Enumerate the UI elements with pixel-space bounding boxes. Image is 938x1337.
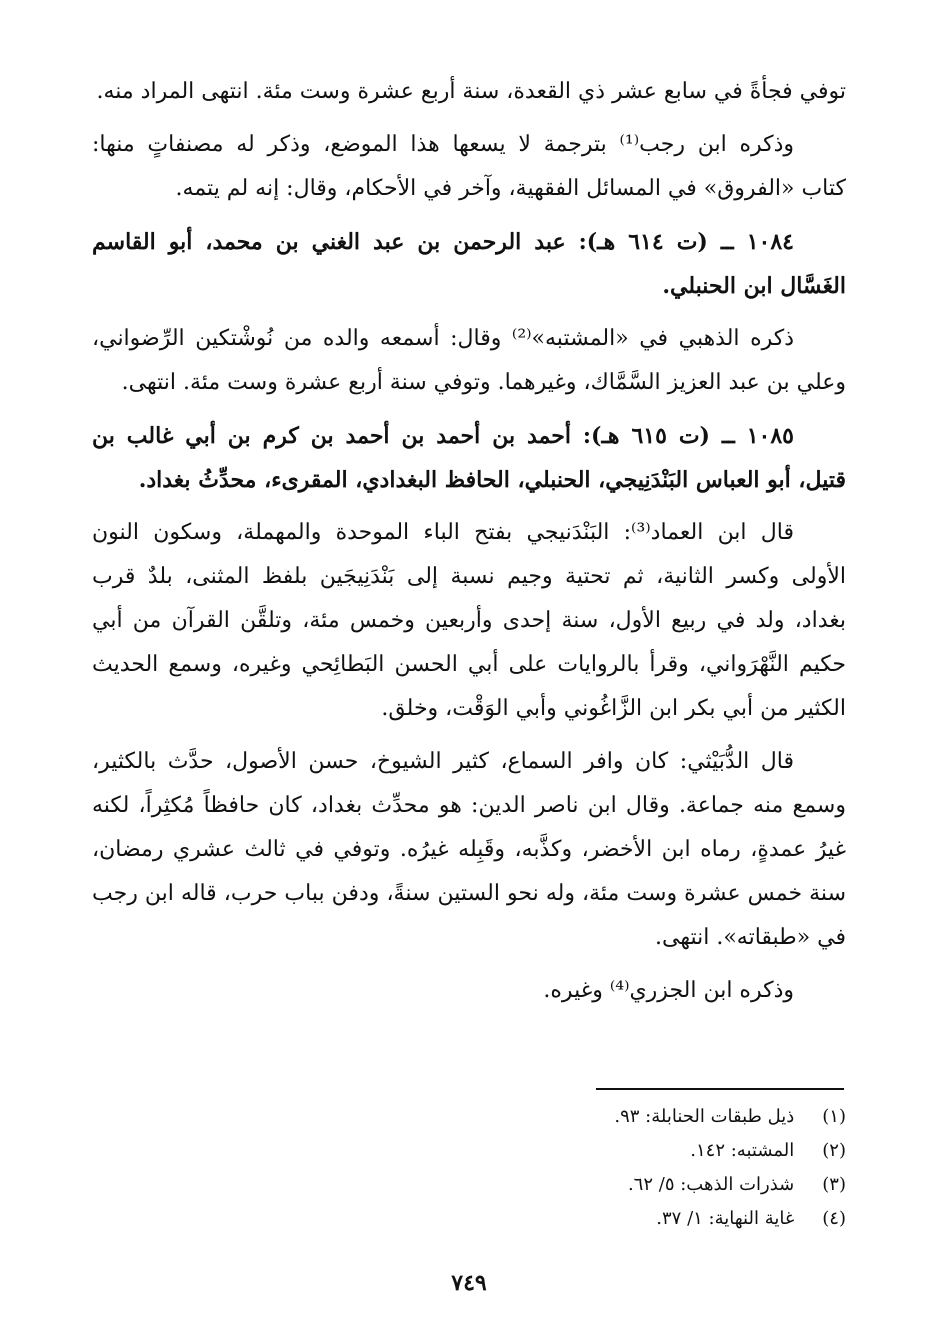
text-line: كتاب «الفروق» في المسائل الفقهية، وآخر في الأحكام، وقال: إنه لم يتمه.	[175, 176, 846, 201]
text-line: قال الدُّبَيْثي: كان وافر السماع، كثير الشيوخ، حسن الأصول، حدَّث بالكثير،	[92, 749, 794, 774]
footnote-text: غاية النهاية: ١/ ٣٧.	[656, 1208, 795, 1229]
paragraph-dubaythi	[92, 740, 846, 960]
paragraph-ibn-al-jazari	[92, 969, 846, 1013]
text-line: توفي فجأةً في سابع عشر ذي القعدة، سنة أربع عشرة وست مئة. انتهى المراد منه.	[96, 79, 846, 104]
footnotes	[380, 1100, 846, 1236]
text-line: بغداد، ولد في ربيع الأول، سنة إحدى وأربعين وخمس مئة، وتلقَّن القرآن من أبي	[92, 608, 846, 633]
text-line: الغَسَّال ابن الحنبلي.	[662, 273, 846, 299]
footnote-item	[380, 1168, 846, 1202]
paragraph-ibn-rajab	[92, 123, 846, 211]
footnote-text: شذرات الذهب: ٥/ ٦٢.	[627, 1174, 795, 1195]
main-text	[92, 70, 846, 1022]
text-line: حكيم النَّهْرَواني، وقرأ بالروايات على أبي الحسن البَطائِحي وغيره، وسمع الحديث	[92, 652, 846, 677]
footnote-item	[380, 1202, 846, 1236]
footnote-number: (٤)	[822, 1208, 846, 1229]
text-line: الأولى وكسر الثانية، ثم تحتية وجيم نسبة إلى بَنْدَنِيجَين بلفظ المثنى، بلدٌ قرب	[92, 564, 846, 589]
paragraph-dhahabi	[92, 317, 846, 405]
footnote-number: (٢)	[822, 1140, 846, 1161]
text-line: غيرُ عمدةٍ، رماه ابن الأخضر، وكذَّبه، وقَبِله غيرُه. وتوفي في ثالث عشري رمضان،	[92, 837, 846, 862]
text-line: وذكره ابن الجزري⁽⁴⁾ وغيره.	[543, 978, 794, 1003]
page-number: ٧٤٩	[451, 1270, 487, 1296]
text-line: في «طبقاته». انتهى.	[655, 925, 846, 950]
text-line: ١٠٨٥ ــ (ت ٦١٥ هـ): أحمد بن أحمد بن أحمد بن كرم بن أبي غالب بن	[92, 423, 794, 449]
footnote-number: (١)	[822, 1106, 846, 1127]
entry-heading-1084	[92, 220, 846, 308]
text-line: ١٠٨٤ ــ (ت ٦١٤ هـ): عبد الرحمن بن عبد الغني بن محمد، أبو القاسم	[92, 229, 794, 255]
text-line: قال ابن العماد⁽³⁾: البَنْدَنيجي بفتح الباء الموحدة والمهملة، وسكون النون	[92, 520, 794, 545]
text-line: وذكره ابن رجب⁽¹⁾ بترجمة لا يسعها هذا الموضع، وذكر له مصنفاتٍ منها:	[92, 132, 795, 157]
text-line: ذكره الذهبي في «المشتبه»⁽²⁾ وقال: أسمعه والده من نُوشْتكين الرِّضواني،	[92, 326, 795, 351]
footnote-item	[380, 1100, 846, 1134]
footnote-item	[380, 1134, 846, 1168]
footnote-number: (٣)	[822, 1174, 846, 1195]
text-line: وسمع منه جماعة. وقال ابن ناصر الدين: هو محدِّث بغداد، كان حافظاً مُكثِراً، لكنه	[92, 793, 846, 818]
footnote-text: المشتبه: ١٤٢.	[690, 1140, 795, 1161]
footnote-text: ذيل طبقات الحنابلة: ٩٣.	[614, 1106, 795, 1127]
paragraph-ibn-al-imad	[92, 511, 846, 731]
text-line: الكثير من أبي بكر ابن الزَّاغُوني وأبي الوَقْت، وخلق.	[381, 696, 846, 721]
entry-heading-1085	[92, 414, 846, 502]
text-line: قتيل، أبو العباس البَنْدَنِيجي، الحنبلي، الحافظ البغدادي، المقرىء، محدِّثُ بغداد.	[138, 467, 846, 493]
text-line: سنة خمس عشرة وست مئة، وله نحو الستين سنةً، ودفن بباب حرب، قاله ابن رجب	[92, 881, 846, 906]
paragraph-death-note	[92, 70, 846, 114]
text-line: وعلي بن عبد العزيز السَّمَّاك، وغيرهما. وتوفي سنة أربع عشرة وست مئة. انتهى.	[121, 370, 846, 395]
footnote-divider	[596, 1088, 844, 1090]
